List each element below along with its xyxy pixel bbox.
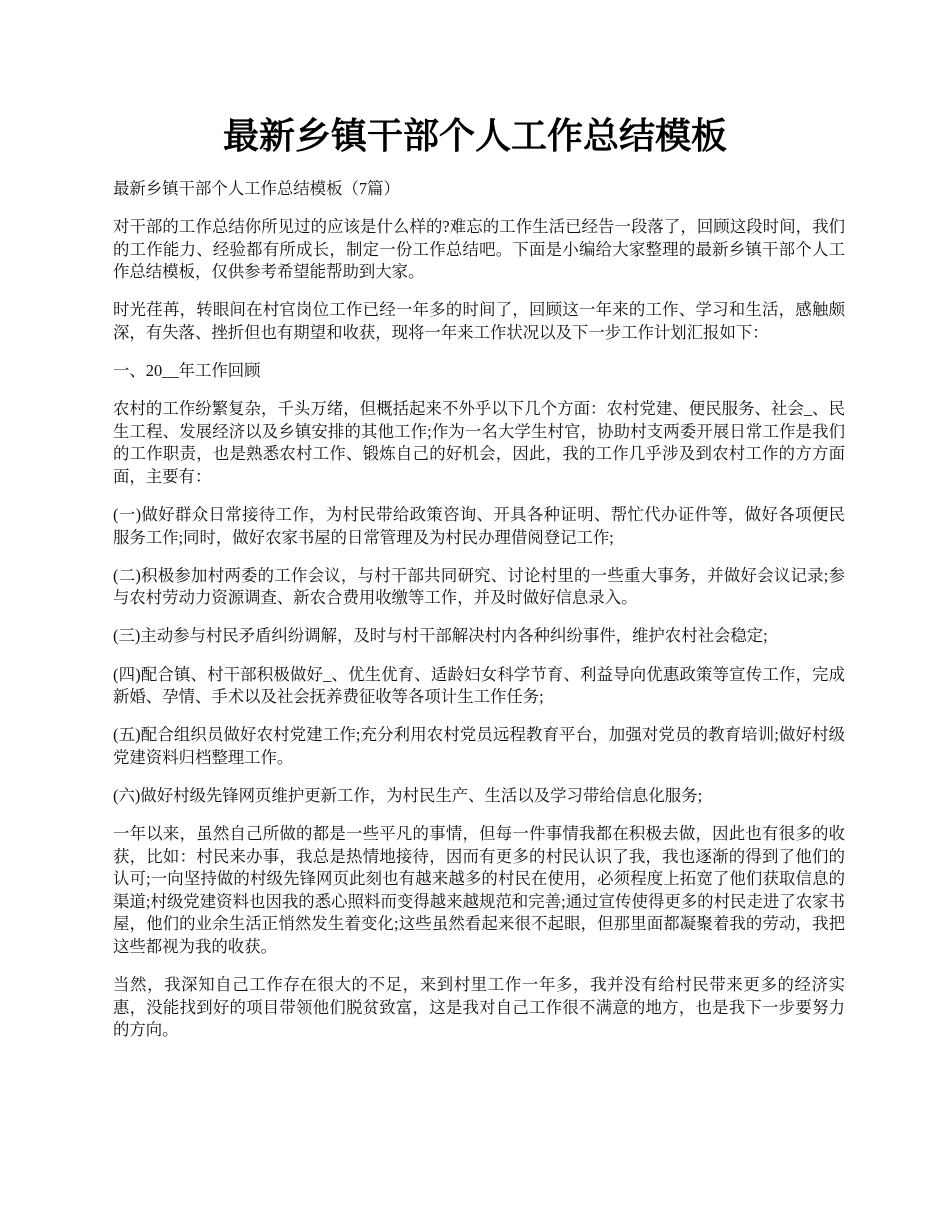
section-heading: 一、20__年工作回顾: [113, 361, 261, 381]
list-item-5: (五)配合组织员做好农村党建工作;充分利用农村党员远程教育平台，加强对党员的教育培训;做好村级党建资料归档整理工作。: [113, 725, 845, 767]
shortcomings-paragraph: 当然，我深知自己工作存在很大的不足，来到村里工作一年多，我并没有给村民带来更多的经济实惠，没能找到好的项目带领他们脱贫致富，这是我对自己工作很不满意的地方，也是我下一步要努力的方向。: [113, 975, 845, 1040]
document-title: 最新乡镇干部个人工作总结模板: [222, 115, 727, 157]
list-item-6: (六)做好村级先锋网页维护更新工作，为村民生产、生活以及学习带给信息化服务;: [113, 785, 703, 805]
list-item-4: (四)配合镇、村干部积极做好_、优生优育、适龄妇女科学节育、利益导向优惠政策等宣传工作，完成新婚、孕情、手术以及社会抚养费征收等各项计生工作任务;: [113, 664, 845, 707]
list-item-3: (三)主动参与村民矛盾纠纷调解，及时与村干部解决村内各种纠纷事件，维护农村社会稳定;: [113, 626, 768, 646]
list-item-2: (二)积极参加村两委的工作会议，与村干部共同研究、讨论村里的一些重大事务，并做好会议记录;参与农村劳动力资源调查、新农合费用收缴等工作，并及时做好信息录入。: [113, 565, 845, 608]
overview-paragraph: 农村的工作纷繁复杂，千头万绪，但概括起来不外乎以下几个方面：农村党建、便民服务、社会_、民生工程、发展经济以及乡镇安排的其他工作;作为一名大学生村官，协助村支两委开展日常工作是我们的工作职责，也是熟悉农村工作、锻炼自己的好机会，因此，我的工作几乎涉及到农村工作的方方面面，主要有：: [113, 399, 845, 486]
intro-paragraph: 对干部的工作总结你所见过的应该是什么样的?难忘的工作生活已经告一段落了，回顾这段时间，我们的工作能力、经验都有所成长，制定一份工作总结吧。下面是小编给大家整理的最新乡镇干部个人工作总结模板，仅供参考希望能帮助到大家。: [113, 217, 845, 282]
opening-paragraph: 时光荏苒，转眼间在村官岗位工作已经一年多的时间了，回顾这一年来的工作、学习和生活，感触颇深，有失落、挫折但也有期望和收获，现将一年来工作状况以及下一步工作计划汇报如下：: [113, 300, 845, 342]
document-body: [113, 178, 845, 1057]
list-item-1: (一)做好群众日常接待工作，为村民带给政策咨询、开具各种证明、帮忙代办证件等，做好各项便民服务工作;同时，做好农家书屋的日常管理及为村民办理借阅登记工作;: [113, 505, 845, 547]
reflection-paragraph: 一年以来，虽然自己所做的都是一些平凡的事情，但每一件事情我都在积极去做，因此也有很多的收获，比如：村民来办事，我总是热情地接待，因而有更多的村民认识了我，我也逐渐的得到了他们的认可;一向坚持做的村级先锋网页此刻也有越来越多的村民在使用，必须程度上拓宽了他们获取信息的渠道;村级党建资料也因我的悉心照料而变得越来越规范和完善;通过宣传使得更多的村民走进了农家书屋，他们的业余生活正悄然发生着变化;这些虽然看起来很不起眼，但那里面都凝聚着我的劳动，我把这些都视为我的收获。: [113, 823, 845, 956]
subtitle-paragraph: 最新乡镇干部个人工作总结模板（7篇）: [113, 179, 400, 198]
